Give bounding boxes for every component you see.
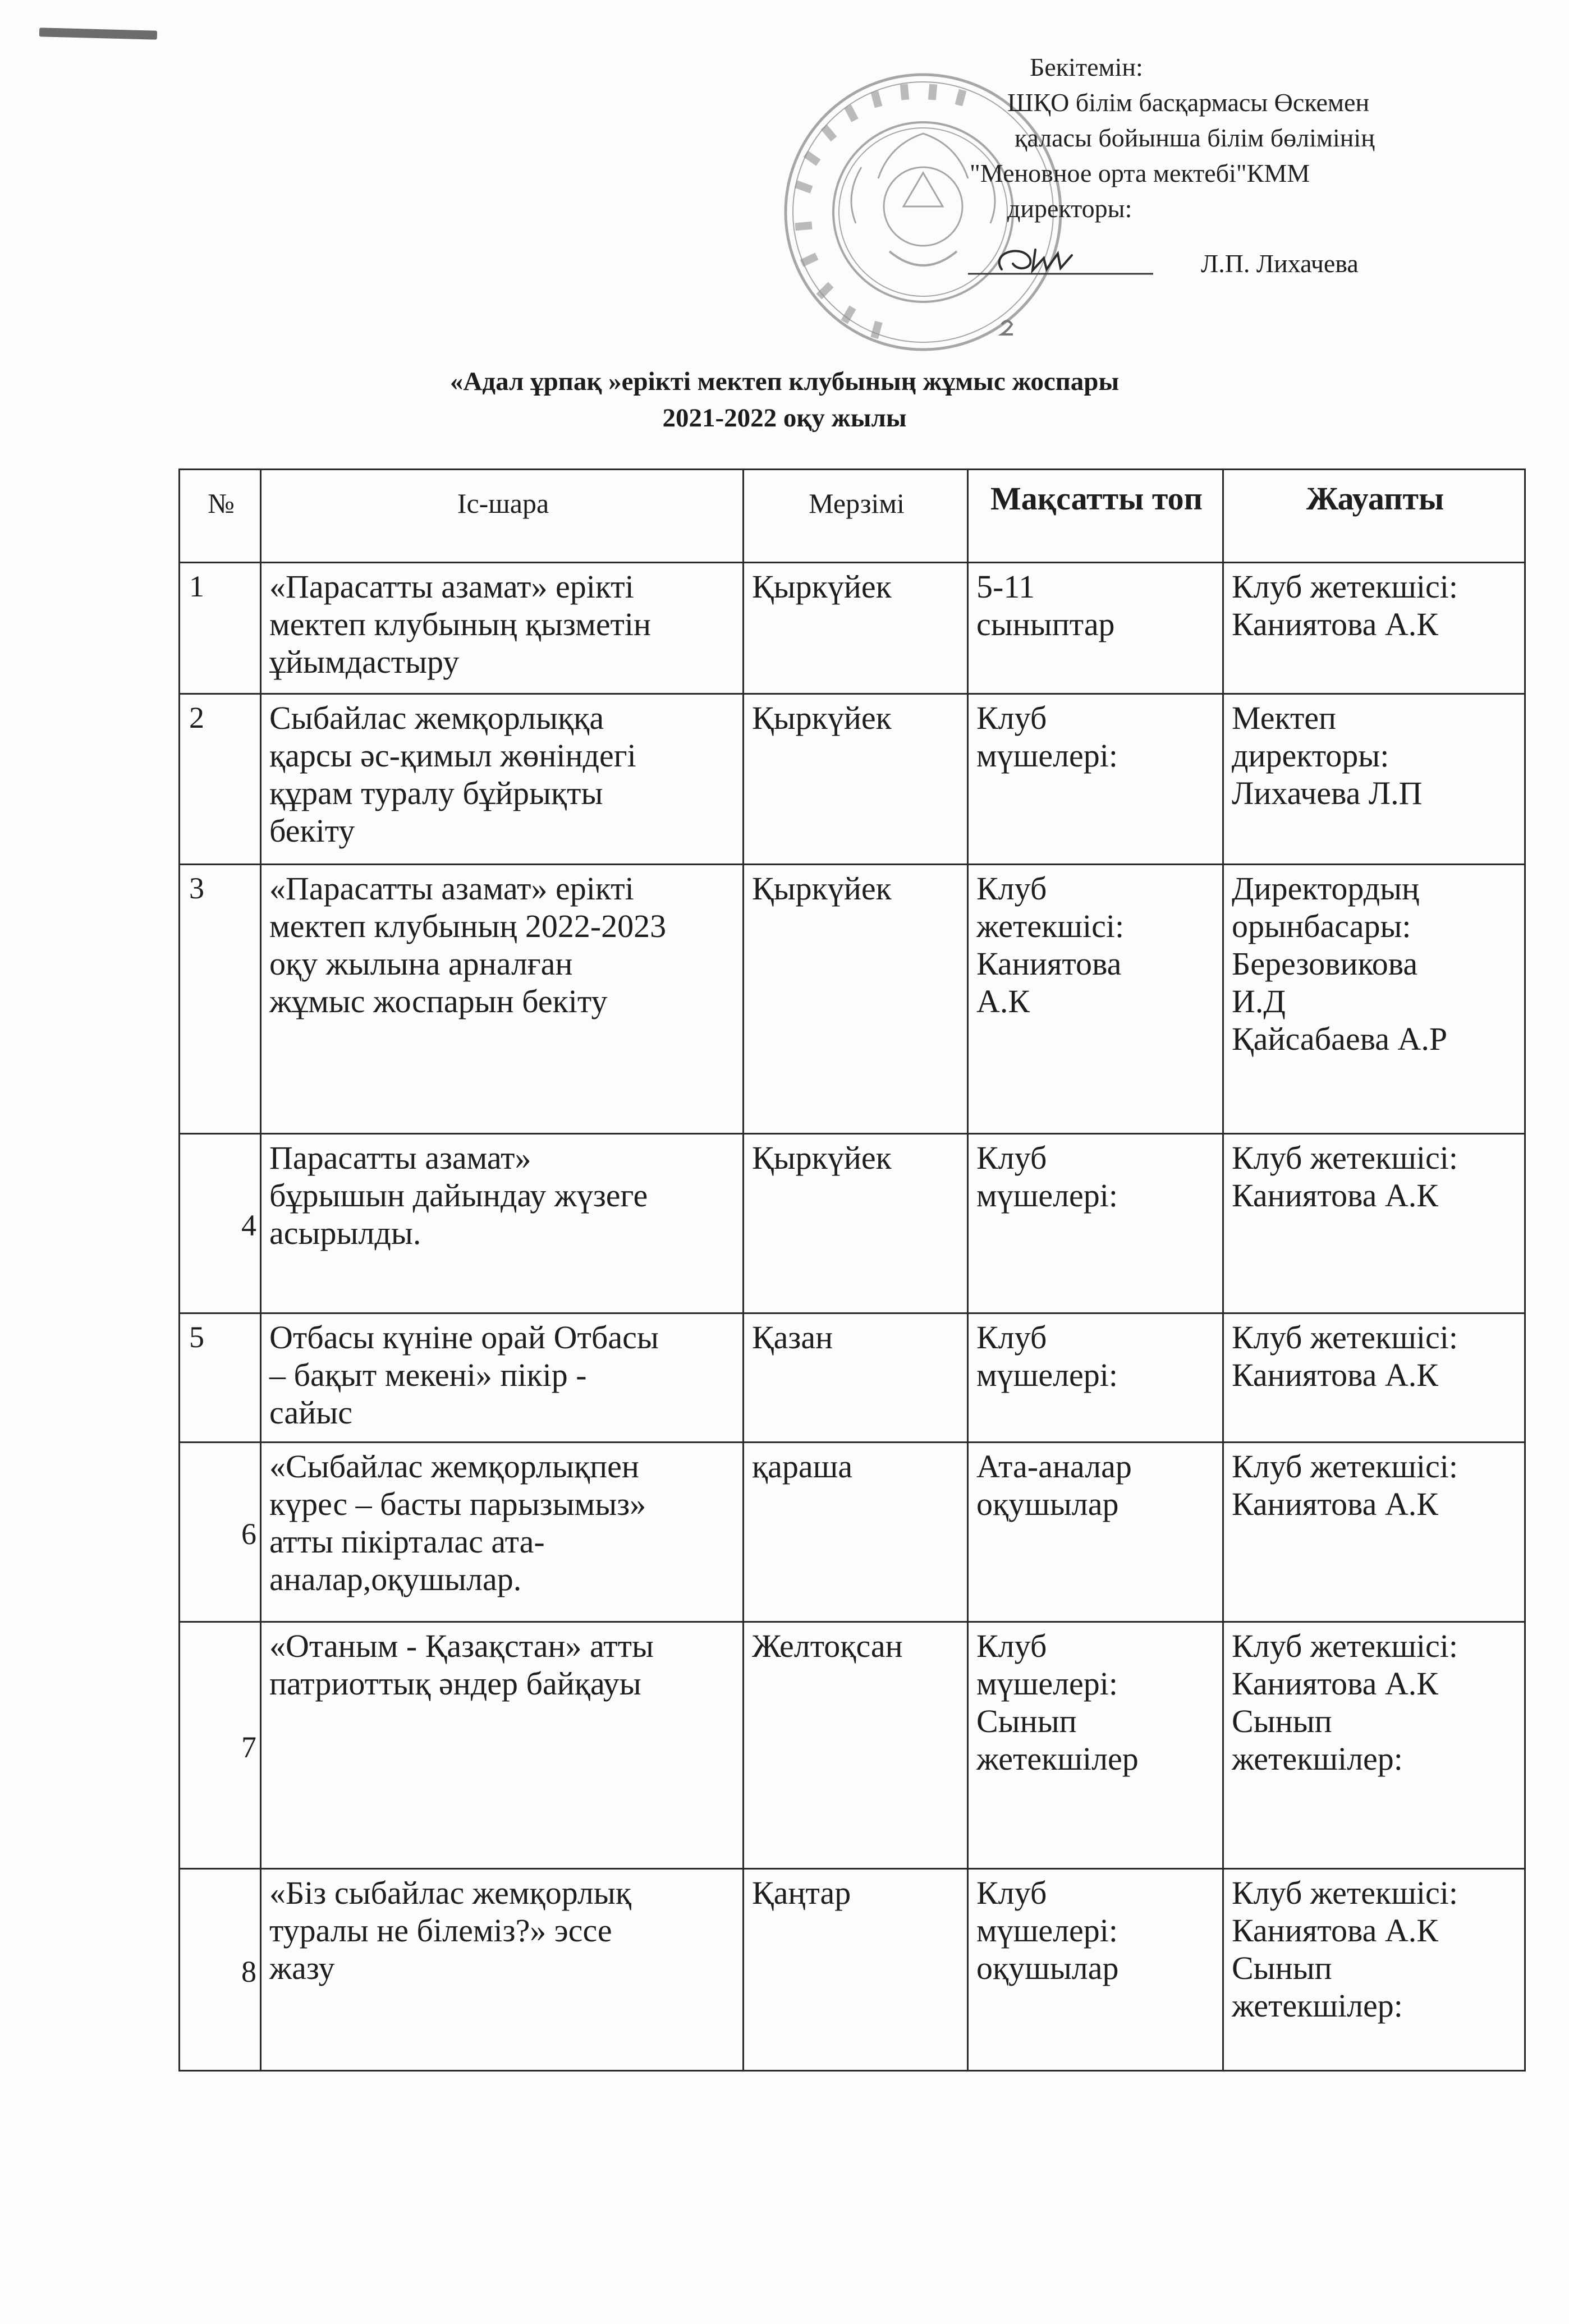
event-cell xyxy=(261,865,744,1134)
row-number: 8 xyxy=(180,1869,261,2071)
target-group-cell xyxy=(968,1869,1223,2071)
event-cell-line: күрес – басты парызымыз» xyxy=(269,1486,646,1522)
approval-line: Бекітемін: xyxy=(1030,53,1143,81)
target-group-cell-line: Клуб xyxy=(976,1319,1047,1356)
table-header-row xyxy=(180,470,1525,563)
table-row xyxy=(180,865,1525,1134)
date-cell-line: қараша xyxy=(752,1448,853,1485)
target-group-cell-line: Клуб xyxy=(976,1140,1047,1176)
scan-artifact-mark xyxy=(39,27,157,39)
event-cell-line: бекіту xyxy=(269,812,355,849)
date-cell-line: Қаңтар xyxy=(752,1875,851,1911)
target-group-cell-line: Клуб xyxy=(976,700,1047,736)
responsible-cell-line: Қайсабаева А.Р xyxy=(1232,1021,1448,1057)
approval-block xyxy=(954,49,1515,226)
event-cell xyxy=(261,1313,744,1443)
approval-line: директоры: xyxy=(1007,194,1132,223)
event-cell-line: асырылды. xyxy=(269,1215,421,1251)
target-group-cell-line: 5-11 xyxy=(976,568,1035,605)
signatory-name: Л.П. Лихачева xyxy=(1201,249,1359,278)
event-cell-line: Сыбайлас жемқорлыққа xyxy=(269,700,604,736)
target-group-cell xyxy=(968,1134,1223,1313)
header-responsible: Жауапты xyxy=(1223,470,1525,563)
target-group-cell-line: Клуб xyxy=(976,1875,1047,1911)
responsible-cell xyxy=(1223,865,1525,1134)
target-group-cell xyxy=(968,1313,1223,1443)
header-number: № xyxy=(180,470,261,563)
header-date: Мерзімі xyxy=(744,470,968,563)
responsible-cell-line: жетекшілер: xyxy=(1232,1987,1403,2024)
date-cell-line: Қыркүйек xyxy=(752,1140,892,1176)
event-cell-line: сайыс xyxy=(269,1394,352,1431)
event-cell-line: аналар,оқушылар. xyxy=(269,1561,522,1597)
event-cell-line: туралы не білеміз?» эссе xyxy=(269,1912,612,1949)
target-group-cell-line: жетекшілер xyxy=(976,1740,1139,1777)
responsible-cell-line: Березовикова xyxy=(1232,945,1418,982)
event-cell-line: құрам туралу бұйрықты xyxy=(269,775,603,811)
target-group-cell xyxy=(968,1443,1223,1622)
date-cell-line: Қыркүйек xyxy=(752,700,892,736)
target-group-cell-line: А.К xyxy=(976,983,1030,1019)
responsible-cell-line: орынбасары: xyxy=(1232,908,1411,944)
event-cell-line: атты пікірталас ата- xyxy=(269,1523,545,1560)
event-cell xyxy=(261,1443,744,1622)
target-group-cell-line: сыныптар xyxy=(976,606,1115,642)
target-group-cell xyxy=(968,694,1223,865)
responsible-cell-line: Сынып xyxy=(1232,1703,1332,1739)
target-group-cell xyxy=(968,865,1223,1134)
row-number: 5 xyxy=(180,1313,261,1443)
event-cell xyxy=(261,1869,744,2071)
event-cell xyxy=(261,1622,744,1869)
event-cell-line: жұмыс жоспарын бекіту xyxy=(269,983,608,1019)
table-row xyxy=(180,1443,1525,1622)
responsible-cell-line: Клуб жетекшісі: xyxy=(1232,1448,1458,1485)
date-cell-line: Қыркүйек xyxy=(752,870,892,907)
responsible-cell xyxy=(1223,563,1525,694)
document-title: «Адал ұрпақ »ерікті мектеп клубының жұмыс жоспары xyxy=(449,367,1120,396)
responsible-cell-line: Сынып xyxy=(1232,1950,1332,1986)
responsible-cell-line: Каниятова А.К xyxy=(1232,1665,1438,1702)
responsible-cell-line: Лихачева Л.П xyxy=(1232,775,1423,811)
event-cell-line: мектеп клубының 2022-2023 xyxy=(269,908,667,944)
event-cell-line: «Парасатты азамат» ерікті xyxy=(269,870,634,907)
responsible-cell-line: Клуб жетекшісі: xyxy=(1232,1140,1458,1176)
event-cell-line: патриоттық әндер байқауы xyxy=(269,1665,641,1702)
approval-line: ШҚО білім басқармасы Өскемен xyxy=(1007,88,1370,117)
header-event: Іс-шара xyxy=(261,470,744,563)
table-row xyxy=(180,1313,1525,1443)
row-number: 2 xyxy=(180,694,261,865)
target-group-cell-line: Сынып xyxy=(976,1703,1077,1739)
date-cell-line: Қазан xyxy=(752,1319,833,1356)
date-cell xyxy=(744,694,968,865)
target-group-cell-line: оқушылар xyxy=(976,1486,1119,1522)
target-group-cell-line: мүшелері: xyxy=(976,737,1118,774)
responsible-cell-line: Клуб жетекшісі: xyxy=(1232,568,1458,605)
responsible-cell-line: Клуб жетекшісі: xyxy=(1232,1319,1458,1356)
responsible-cell-line: Каниятова А.К xyxy=(1232,1912,1438,1949)
event-cell-line: «Сыбайлас жемқорлықпен xyxy=(269,1448,639,1485)
event-cell-line: – бақыт мекені» пікір - xyxy=(269,1357,587,1393)
date-cell xyxy=(744,1869,968,2071)
document-subtitle: 2021-2022 оқу жылы xyxy=(662,403,907,433)
row-number: 4 xyxy=(180,1134,261,1313)
target-group-cell-line: Ата-аналар xyxy=(976,1448,1132,1485)
date-cell xyxy=(744,1313,968,1443)
responsible-cell-line: Каниятова А.К xyxy=(1232,1486,1438,1522)
responsible-cell-line: Клуб жетекшісі: xyxy=(1232,1628,1458,1664)
event-cell-line: «Біз сыбайлас жемқорлық xyxy=(269,1875,632,1911)
responsible-cell-line: Каниятова А.К xyxy=(1232,1357,1438,1393)
event-cell-line: оқу жылына арналған xyxy=(269,945,573,982)
target-group-cell-line: мүшелері: xyxy=(976,1357,1118,1393)
approval-line: "Меновное орта мектебі"КММ xyxy=(970,159,1310,187)
responsible-cell xyxy=(1223,694,1525,865)
table-row xyxy=(180,1622,1525,1869)
event-cell-line: мектеп клубының қызметін xyxy=(269,606,652,642)
date-cell xyxy=(744,563,968,694)
responsible-cell xyxy=(1223,1134,1525,1313)
work-plan-table xyxy=(178,469,1526,2072)
date-cell xyxy=(744,1134,968,1313)
target-group-cell-line: Клуб xyxy=(976,1628,1047,1664)
date-cell-line: Желтоқсан xyxy=(752,1628,903,1664)
table-row xyxy=(180,694,1525,865)
target-group-cell-line: Клуб xyxy=(976,870,1047,907)
target-group-cell-line: мүшелері: xyxy=(976,1177,1118,1214)
table-row xyxy=(180,1134,1525,1313)
target-group-cell-line: мүшелері: xyxy=(976,1912,1118,1949)
responsible-cell-line: Каниятова А.К xyxy=(1232,606,1438,642)
event-cell xyxy=(261,694,744,865)
director-signature xyxy=(968,241,1159,281)
event-cell-line: «Парасатты азамат» ерікті xyxy=(269,568,634,605)
table-row xyxy=(180,1869,1525,2071)
target-group-cell-line: мүшелері: xyxy=(976,1665,1118,1702)
event-cell-line: ұйымдастыру xyxy=(269,644,460,680)
responsible-cell xyxy=(1223,1622,1525,1869)
responsible-cell xyxy=(1223,1443,1525,1622)
date-cell xyxy=(744,865,968,1134)
event-cell-line: бұрышын дайындау жүзеге xyxy=(269,1177,648,1214)
event-cell-line: қарсы әс-қимыл жөніндегі xyxy=(269,737,636,774)
row-number: 7 xyxy=(180,1622,261,1869)
header-target-group: Мақсатты топ xyxy=(968,470,1223,563)
responsible-cell-line: Директордың xyxy=(1232,870,1420,907)
table-row xyxy=(180,563,1525,694)
target-group-cell-line: Каниятова xyxy=(976,945,1122,982)
row-number: 6 xyxy=(180,1443,261,1622)
event-cell-line: Отбасы күніне орай Отбасы xyxy=(269,1319,659,1356)
target-group-cell xyxy=(968,1622,1223,1869)
target-group-cell-line: жетекшісі: xyxy=(976,908,1125,944)
approval-line: қаласы бойынша білім бөлімінің xyxy=(1015,123,1375,152)
date-cell-line: Қыркүйек xyxy=(752,568,892,605)
responsible-cell-line: Каниятова А.К xyxy=(1232,1177,1438,1214)
event-cell xyxy=(261,563,744,694)
responsible-cell-line: Мектеп xyxy=(1232,700,1337,736)
target-group-cell-line: оқушылар xyxy=(976,1950,1119,1986)
responsible-cell-line: жетекшілер: xyxy=(1232,1740,1403,1777)
responsible-cell xyxy=(1223,1313,1525,1443)
event-cell-line: «Отаным - Қазақстан» атты xyxy=(269,1628,654,1664)
date-cell xyxy=(744,1622,968,1869)
responsible-cell-line: И.Д xyxy=(1232,983,1286,1019)
event-cell-line: жазу xyxy=(269,1950,335,1986)
responsible-cell-line: директоры: xyxy=(1232,737,1389,774)
date-cell xyxy=(744,1443,968,1622)
event-cell-line: Парасатты азамат» xyxy=(269,1140,531,1176)
target-group-cell xyxy=(968,563,1223,694)
row-number: 3 xyxy=(180,865,261,1134)
row-number: 1 xyxy=(180,563,261,694)
responsible-cell xyxy=(1223,1869,1525,2071)
responsible-cell-line: Клуб жетекшісі: xyxy=(1232,1875,1458,1911)
event-cell xyxy=(261,1134,744,1313)
